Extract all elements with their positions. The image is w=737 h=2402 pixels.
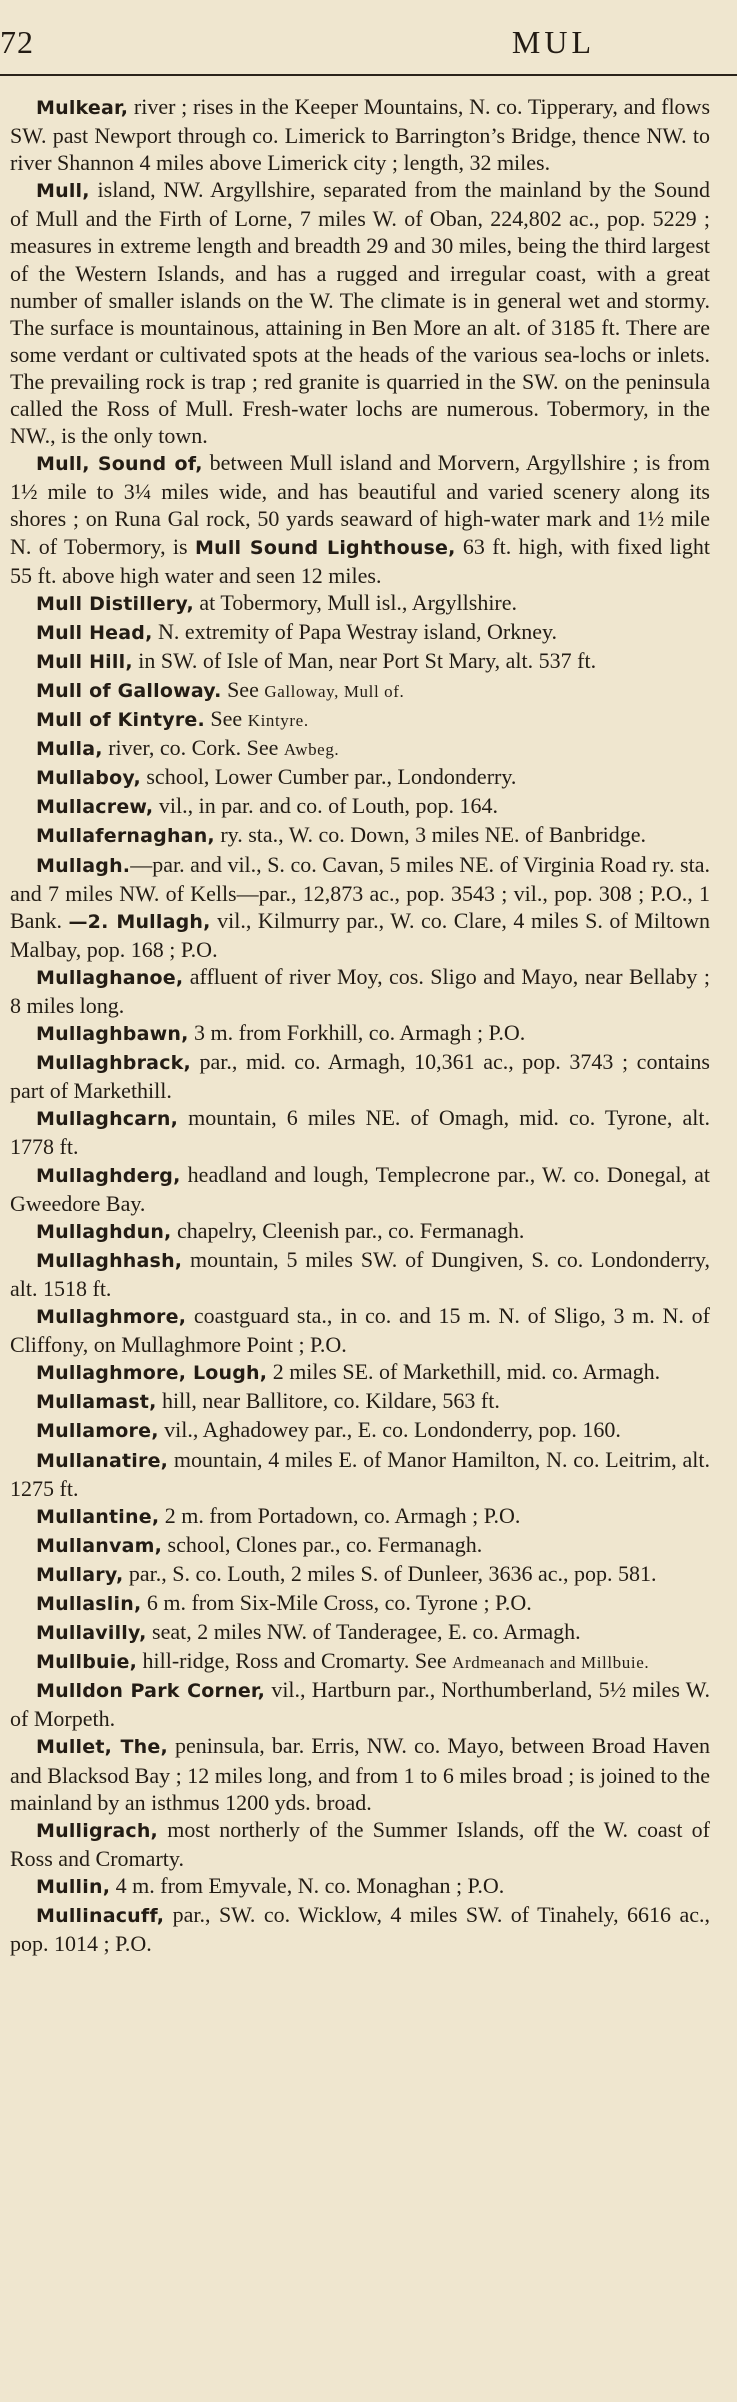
entry-text: mountain, 5 miles SW. of Dungiven, S. co. Londonderry, alt. 1518 ft.	[10, 1246, 710, 1301]
gazetteer-entry	[10, 589, 710, 618]
gazetteer-entry	[10, 1246, 710, 1302]
gazetteer-entry	[10, 821, 710, 850]
entry-text: —par. and vil., S. co. Cavan, 5 miles NE. of Virginia Road ry. sta. and 7 miles NW. of Kells—par., 12,873 ac., pop. 3543 ; vil., pop. 308 ; P.O., 1 Bank.	[10, 851, 710, 933]
entry-text: vil., in par. and co. of Louth, pop. 164.	[153, 793, 498, 819]
entry-headword: Mullafernaghan,	[36, 825, 215, 848]
gazetteer-entry	[10, 1446, 710, 1502]
gazetteer-entry	[10, 1387, 710, 1416]
entry-text: school, Clones par., co. Fermanagh.	[162, 1531, 483, 1557]
gazetteer-entry	[10, 647, 710, 676]
gazetteer-entry	[10, 1531, 710, 1560]
gazetteer-entry	[10, 1416, 710, 1445]
entry-cross-reference: Kintyre.	[247, 711, 309, 731]
gazetteer-entry	[10, 1104, 710, 1160]
entry-headword: Mullaghmore,	[36, 1306, 187, 1329]
entry-text: See	[221, 676, 265, 702]
entry-text: in SW. of Isle of Man, near Port St Mary, alt. 537 ft.	[132, 647, 597, 673]
gazetteer-entry	[10, 792, 710, 821]
entry-text: 6 m. from Six-Mile Cross, co. Tyrone ; P.O.	[141, 1589, 532, 1615]
gazetteer-entry	[10, 763, 710, 792]
entry-subheadword: —2. Mullagh,	[68, 910, 211, 933]
gazetteer-entry	[10, 1676, 710, 1732]
entry-text: par., mid. co. Armagh, 10,361 ac., pop. 3743 ; contains part of Markethill.	[10, 1049, 710, 1104]
gazetteer-entry	[10, 1048, 710, 1104]
gazetteer-entry	[10, 1816, 710, 1872]
gazetteer-entry	[10, 1161, 710, 1217]
gazetteer-entry	[10, 618, 710, 647]
gazetteer-entry	[10, 676, 710, 705]
entry-text: school, Lower Cumber par., Londonderry.	[140, 764, 517, 790]
entry-text: mountain, 4 miles E. of Manor Hamilton, N. co. Leitrim, alt. 1275 ft.	[10, 1446, 710, 1501]
entry-text: See	[204, 706, 248, 732]
entry-headword: Mullamast,	[36, 1391, 157, 1414]
gazetteer-entry	[10, 1302, 710, 1358]
gazetteer-entry	[10, 963, 710, 1019]
entry-cross-reference: Ardmeanach and Millbuie.	[452, 1653, 650, 1673]
entry-headword: Mullet, The,	[36, 1736, 168, 1759]
entry-headword: Mull of Kintyre.	[36, 709, 205, 732]
entry-text: N. extremity of Papa Westray island, Orkney.	[152, 618, 558, 644]
gazetteer-entry	[10, 734, 710, 763]
entry-text: peninsula, bar. Erris, NW. co. Mayo, between Broad Haven and Blacksod Bay ; 12 miles long, and from 1 to 6 miles broad ; is joined to the mainland by an isthmus 1200 yds. broad.	[10, 1733, 710, 1815]
entry-headword: Mullaghderg,	[36, 1164, 181, 1187]
gazetteer-entry	[10, 1589, 710, 1618]
entry-headword: Mull of Galloway.	[36, 679, 222, 702]
entry-headword: Mullagh.	[36, 854, 131, 877]
header-rule	[0, 74, 737, 76]
entry-cross-reference: Awbeg.	[283, 740, 340, 760]
gazetteer-entry	[10, 1217, 710, 1246]
gazetteer-entry	[10, 1872, 710, 1901]
gazetteer-entry	[10, 176, 710, 449]
running-head: MUL	[511, 24, 595, 60]
entry-headword: Mulldon Park Corner,	[36, 1680, 266, 1703]
entry-text: 3 m. from Forkhill, co. Armagh ; P.O.	[188, 1020, 526, 1046]
entry-text: par., S. co. Louth, 2 miles S. of Dunleer, 3636 ac., pop. 581.	[123, 1560, 657, 1586]
entry-text: par., SW. co. Wicklow, 4 miles SW. of Tinahely, 6616 ac., pop. 1014 ; P.O.	[10, 1902, 710, 1957]
gazetteer-entry	[10, 1901, 710, 1957]
entry-headword: Mulkear,	[36, 97, 129, 119]
entry-headword: Mullin,	[36, 1875, 111, 1898]
entry-headword: Mullaghcarn,	[36, 1108, 179, 1131]
entry-text: mountain, 6 miles NE. of Omagh, mid. co. Tyrone, alt. 1778 ft.	[10, 1105, 710, 1160]
entry-headword: Mullaghdun,	[36, 1220, 172, 1243]
entry-text: 4 m. from Emyvale, N. co. Monaghan ; P.O.	[110, 1872, 505, 1898]
gazetteer-entry	[10, 1647, 710, 1676]
gazetteer-entry	[10, 1358, 710, 1387]
entry-headword: Mullaslin,	[36, 1592, 142, 1615]
entry-cross-reference: Galloway, Mull of.	[264, 681, 405, 701]
entry-text: chapelry, Cleenish par., co. Fermanagh.	[171, 1217, 525, 1243]
entry-headword: Mullamore,	[36, 1420, 159, 1443]
gazetteer-entry	[10, 1560, 710, 1589]
entry-text: hill-ridge, Ross and Cromarty. See	[137, 1648, 453, 1674]
entry-headword: Mullaghhash,	[36, 1249, 183, 1272]
entry-headword: Mullaghbrack,	[36, 1052, 191, 1075]
entry-text: at Tobermory, Mull isl., Argyllshire.	[193, 589, 518, 615]
entry-text: coastguard sta., in co. and 15 m. N. of Sligo, 3 m. N. of Cliffony, on Mullaghmore Point ; P.O.	[10, 1303, 710, 1358]
gazetteer-entry	[10, 93, 710, 176]
gazetteer-entry	[10, 449, 710, 588]
entry-text: 2 m. from Portadown, co. Armagh ; P.O.	[159, 1502, 521, 1528]
gazetteer-entry	[10, 851, 710, 963]
entry-headword: Mullacrew,	[36, 796, 154, 819]
entry-headword: Mullary,	[36, 1563, 124, 1586]
entry-headword: Mull Hill,	[36, 650, 133, 673]
entry-text-continued: vil., Kilmurry par., W. co. Clare, 4 miles S. of Miltown Malbay, pop. 168 ; P.O.	[10, 907, 711, 962]
entry-headword: Mullbuie,	[36, 1651, 138, 1674]
entry-headword: Mull,	[36, 180, 90, 203]
entry-text: seat, 2 miles NW. of Tanderagee, E. co. Armagh.	[146, 1619, 581, 1645]
entry-text: river, co. Cork. See	[102, 735, 284, 761]
entry-headword: Mullinacuff,	[36, 1905, 165, 1927]
entry-text: vil., Aghadowey par., E. co. Londonderry, pop. 160.	[158, 1417, 621, 1443]
entry-text: island, NW. Argyllshire, separated from the mainland by the Sound of Mull and the Firth of Lorne, 7 miles W. of Oban, 224,802 ac., pop. 5229 ; measures in extreme length and breadth 29 and 30 miles, being the third largest of the Western Islands, and has a rugged and irregular coast, with a great number of smaller islands on the W. The climate is in general wet and stormy. The surface is mountainous, attaining in Ben More an alt. of 3185 ft. There are some verdant or cultivated spots at the heads of the various sea-lochs or inlets. The prevailing rock is trap ; red granite is quarried in the SW. on the peninsula called the Ross of Mull. Fresh-water lochs are numerous. Tobermory, in the NW., is the only town.	[10, 177, 710, 449]
entry-text: river ; rises in the Keeper Mountains, N. co. Tipperary, and flows SW. past Newport through co. Limerick to Barrington’s Bridge, thence NW. to river Shannon 4 miles above Limerick city ; length, 32 miles.	[10, 94, 710, 176]
entry-headword: Mullaghanoe,	[36, 966, 184, 989]
entry-text: ry. sta., W. co. Down, 3 miles NE. of Banbridge.	[214, 822, 647, 848]
entry-text: hill, near Ballitore, co. Kildare, 563 ft.	[156, 1388, 500, 1414]
entry-headword: Mulligrach,	[36, 1819, 158, 1842]
entry-text: affluent of river Moy, cos. Sligo and Mayo, near Bellaby ; 8 miles long.	[10, 963, 710, 1018]
page-header	[0, 0, 737, 70]
entry-headword: Mullanvam,	[36, 1534, 163, 1557]
entry-headword: Mull, Sound of,	[36, 453, 203, 476]
entry-text: between Mull island and Morvern, Argyllshire ; is from 1½ mile to 3¼ miles wide, and has beautiful and varied scenery along its shores ; on Runa Gal rock, 50 yards seaward of high-water mark and 1½ mile N. of Tobermory, is	[10, 450, 710, 559]
entry-headword: Mull Head,	[36, 621, 153, 644]
entry-headword: Mullantine,	[36, 1505, 160, 1528]
entry-headword: Mullaghbawn,	[36, 1023, 189, 1046]
gazetteer-entry	[10, 1019, 710, 1048]
entry-headword: Mull Distillery,	[36, 592, 194, 615]
entry-text: headland and lough, Templecrone par., W. co. Donegal, at Gweedore Bay.	[10, 1161, 710, 1216]
entry-headword: Mulla,	[36, 738, 103, 761]
entry-headword: Mullavilly,	[36, 1622, 147, 1645]
entry-subheadword: Mull Sound Lighthouse,	[194, 536, 456, 559]
gazetteer-entry	[10, 1502, 710, 1531]
gazetteer-entry	[10, 705, 710, 734]
page-number: 72	[0, 24, 34, 60]
entry-text: most northerly of the Summer Islands, off the W. coast of Ross and Cromarty.	[10, 1816, 710, 1871]
entry-text: vil., Hartburn par., Northumberland, 5½ miles W. of Morpeth.	[10, 1677, 711, 1732]
entry-headword: Mullaboy,	[36, 767, 141, 790]
entry-headword: Mullanatire,	[36, 1449, 169, 1472]
entry-text: 2 miles SE. of Markethill, mid. co. Armagh.	[267, 1359, 661, 1385]
entry-headword: Mullaghmore, Lough,	[36, 1362, 268, 1385]
gazetteer-entry	[10, 1732, 710, 1815]
gazetteer-entry	[10, 1618, 710, 1647]
entry-text-continued: 63 ft. high, with fixed light 55 ft. above high water and seen 12 miles.	[10, 533, 711, 588]
entry-list	[10, 93, 710, 1957]
